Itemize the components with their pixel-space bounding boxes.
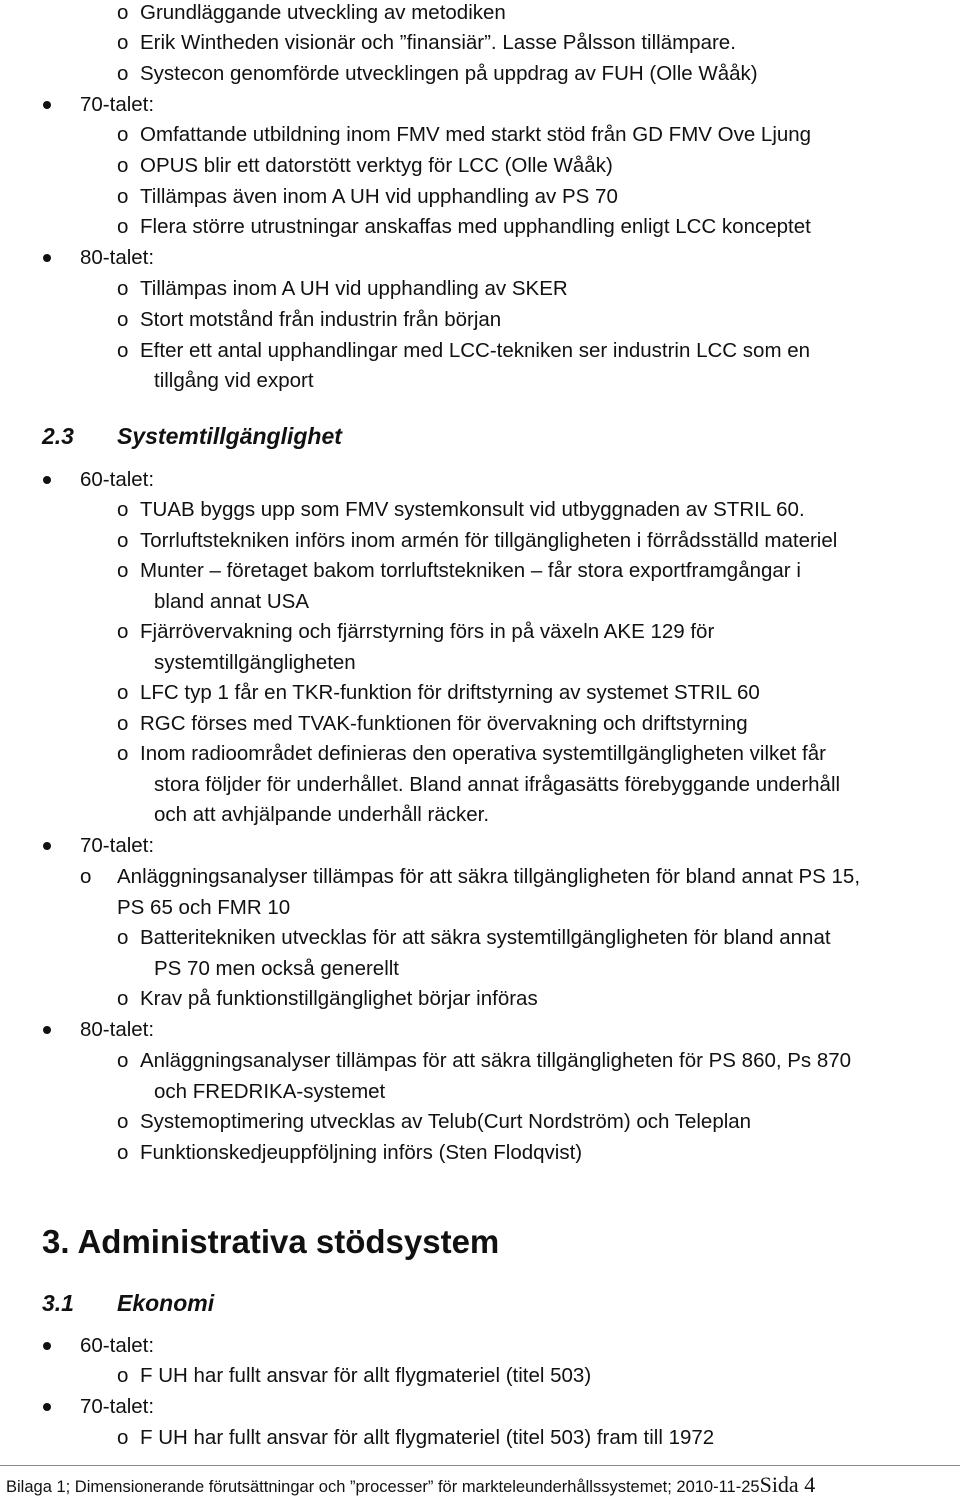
list-item-continuation: PS 65 och FMR 10 <box>117 896 291 919</box>
bullet-heading: 60-talet: <box>80 1334 155 1357</box>
list-item-continuation: bland annat USA <box>154 590 310 613</box>
footer-page-number: Sida 4 <box>759 1472 816 1497</box>
bullet-heading: 70-talet: <box>80 834 155 857</box>
bullet-heading: 80-talet: <box>80 246 155 269</box>
footer-divider <box>0 1465 960 1466</box>
document-page: Grundläggande utveckling av metodiken Erik Wintheden visionär och ”finansiär”. Lasse Pålsson tillämpare. Systecon genomförde utvecklingen på uppdrag av FUH (Olle Wååk) 70-talet: Omfattande utbildning inom FMV med starkt stöd från GD FMV Ove Ljung OPUS blir ett datorstött verktyg för LCC (Olle Wååk) Tillämpas även inom A UH vid upphandling av PS 70 Flera större utrustningar anskaffas med upphandling enligt LCC konceptet 80-talet: Tillämpas inom A UH vid upphandling av SKER Stort motstånd från industrin från början Efter ett antal upphandlingar med LCC-tekniken ser industrin LCC som en tillgång vid export 2.3 Systemtillgänglighet 60-talet: TUAB byggs upp som FMV systemkonsult vid utbyggnaden av STRIL 60. Torrluftstekniken införs inom armén för tillgängligheten i förrådsställd materiel Munter – företaget bakom torrluftstekniken – får stora exportframgångar i bland annat USA Fjärrövervakning och fjärrstyrning förs in på växeln AKE 129 för systemtillgängligheten LFC typ 1 får en TKR-funktion för driftstyrning av systemet STRIL 60 RGC förses med TVAK-funktionen för övervakning och driftstyrning Inom radioområdet definieras den operativa systemtillgängligheten vilket får stora följder för underhållet. Bland annat ifrågasätts förebyggande underhåll och att avhjälpande underhåll räcker. 70-talet: o Anläggningsanalyser tillämpas för att säkra tillgängligheten för bland annat PS 15, PS 65 och FMR 10 Batteritekniken utvecklas för att säkra systemtillgängligheten för bland annat PS 70 men också generellt Krav på funktionstillgänglighet börjar införas 80-talet: Anläggningsanalyser tillämpas för att säkra tillgängligheten för PS 860, Ps 870 och FREDRIKA-systemet Systemoptimering utvecklas av Telub(Curt Nordström) och Teleplan Funktionskedjeuppföljning införs (Sten Flodqvist) 3. Administrativa stödsystem 3.1 Ekonomi 60-talet: F UH har fullt ansvar för allt flygmateriel (titel 503) 70-talet: F UH har fullt ansvar för allt flygmateriel (titel 503) fram till 1972 Bilaga 1; Dimensionerande förutsättningar och ”processer” för markteleunderhållssystemet; 2010-11-25Sida 4 <box>0 0 960 1499</box>
section-heading-2-3: 2.3 Systemtillgänglighet <box>42 423 342 449</box>
list-item-continuation: och att avhjälpande underhåll räcker. <box>154 803 490 826</box>
section-heading-3: 3. Administrativa stödsystem <box>42 1223 500 1260</box>
bullet-heading: 70-talet: <box>80 1395 155 1418</box>
list-item-continuation: tillgång vid export <box>154 369 314 392</box>
section-heading-3-1: 3.1 Ekonomi <box>42 1290 215 1316</box>
page-footer <box>6 1474 815 1498</box>
list-item-continuation: systemtillgängligheten <box>154 651 356 674</box>
bullet-heading: 80-talet: <box>80 1018 155 1041</box>
bullet-heading: 60-talet: <box>80 468 155 491</box>
footer-text: Bilaga 1; Dimensionerande förutsättningar och ”processer” för markteleunderhållssystemet; 2010-11-25 <box>6 1478 760 1496</box>
bullet-heading: 70-talet: <box>80 93 155 116</box>
list-item-continuation: PS 70 men också generellt <box>154 957 399 980</box>
list-item-continuation: och FREDRIKA-systemet <box>154 1080 386 1103</box>
list-item-continuation: stora följder för underhållet. Bland annat ifrågasätts förebyggande underhåll <box>154 773 841 796</box>
